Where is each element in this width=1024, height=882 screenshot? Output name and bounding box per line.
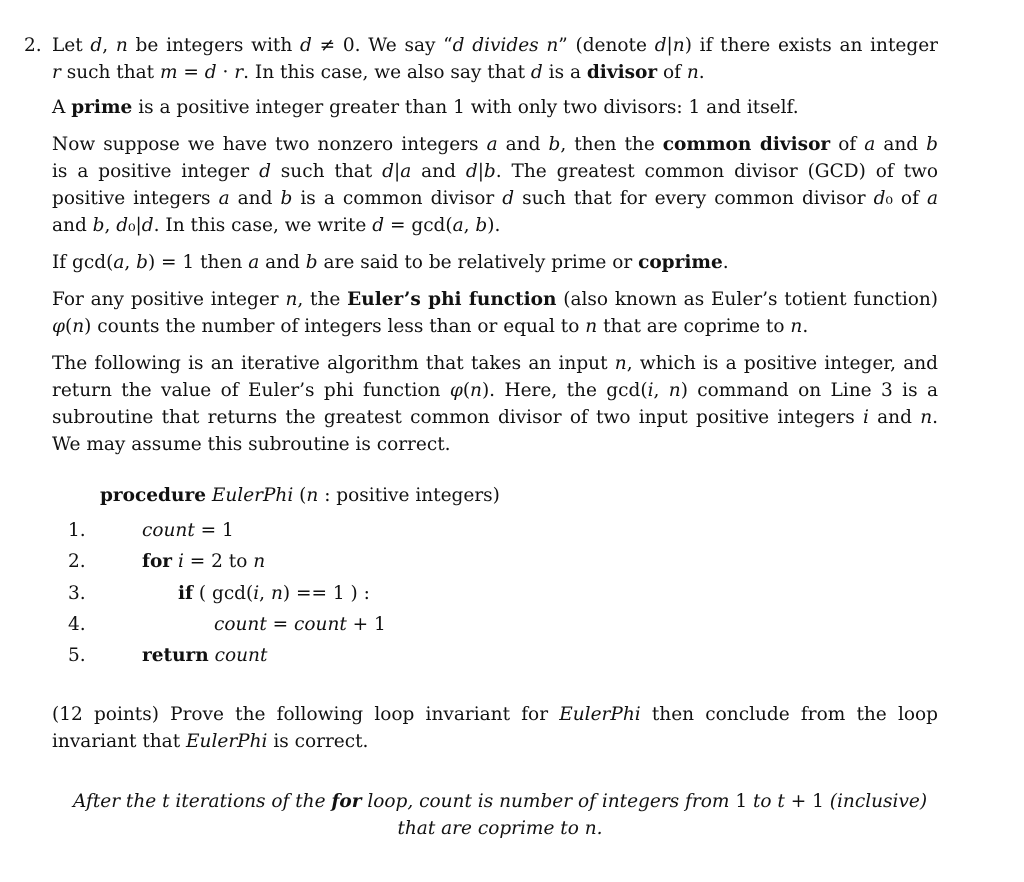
paragraph-algorithm-line-3: subroutine that returns the greatest common divisor of two input positive integers i and n. [52,407,938,428]
invariant-line-1: After the t iterations of the for loop, count is number of integers from 1 to t + 1 (inclusive) [72,791,928,812]
paragraph-divides-line-2: r such that m = d · r. In this case, we also say that d is a divisor of n. [52,62,705,83]
document-page: 2. Let d, n be integers with d ≠ 0. We say “d divides n” (denote d|n) if there exists an integer r such that m = d · r. In this case, we also say that d is a divisor of n. A prime is a positive integer greater than 1 with only two divisors: 1 and itself. Now suppose we have two nonzero integers a and b, then the common divisor of a and b is a positive integer d such that d|a and d|b. The greatest common divisor (GCD) of two positive integers a and b is a common divisor d such that for every common divisor d₀ of a and b, d₀|d. In this case, we write d = gcd(a, b). If gcd(a, b) = 1 then a and b are said to be relatively prime or coprime. For any positive integer n, the Euler’s phi function (also known as Euler’s totient function) φ(n) counts the number of integers less than or equal to n that are coprime to n. The following is an iterative algorithm that takes an input n, which is a positive integer, and return the value of Euler’s phi function φ(n). Here, the gcd(i, n) command on Line 3 is a subroutine that returns the greatest common divisor of two input positive integers i and n. We may assume this subroutine is correct. procedure EulerPhi (n : positive integers) 1. count = 1 2. for i = 2 to n 3. if ( gcd(i, n) == 1 ) : 4. count = count + 1 5. return count (12 points) Prove the following loop invariant for EulerPhi then conclude from the loop invariant that EulerPhi is correct. After the t iterations of the for loop, count is number of integers from 1 to t + 1 (inclusive) that are coprime to n. [0,0,1024,882]
paragraph-prime: A prime is a positive integer greater than 1 with only two divisors: 1 and itself. [52,97,799,118]
task-line-1: (12 points) Prove the following loop invariant for EulerPhi then conclude from the loop [52,704,938,725]
paragraph-phi-line-2: φ(n) counts the number of integers less than or equal to n that are coprime to n. [52,316,809,337]
paragraph-gcd-line-2: is a positive integer d such that d|a and d|b. The greatest common divisor (GCD) of two [52,161,938,182]
paragraph-gcd-line-3: positive integers a and b is a common divisor d such that for every common divisor d₀ of a [52,188,938,209]
paragraph-algorithm-line-1: The following is an iterative algorithm that takes an input n, which is a positive integer, and [52,353,938,374]
paragraph-phi-line-1: For any positive integer n, the Euler’s phi function (also known as Euler’s totient function) [52,289,939,310]
paragraph-divides-line-1: Let d, n be integers with d ≠ 0. We say “d divides n” (denote d|n) if there exists an integer [52,35,938,56]
paragraph-algorithm-line-2: return the value of Euler’s phi function φ(n). Here, the gcd(i, n) command on Line 3 is a [52,380,938,401]
paragraph-algorithm-line-4: We may assume this subroutine is correct. [52,434,451,455]
paragraph-coprime: If gcd(a, b) = 1 then a and b are said to be relatively prime or coprime. [52,252,729,273]
problem-number: 2. [24,35,42,56]
algorithm-header: procedure EulerPhi (n : positive integers) [100,485,500,506]
invariant-line-2: that are coprime to n. [397,818,603,839]
paragraph-gcd-line-4: and b, d₀|d. In this case, we write d = gcd(a, b). [52,215,501,236]
paragraph-gcd-line-1: Now suppose we have two nonzero integers a and b, then the common divisor of a and b [52,134,938,155]
task-line-2: invariant that EulerPhi is correct. [52,731,369,752]
